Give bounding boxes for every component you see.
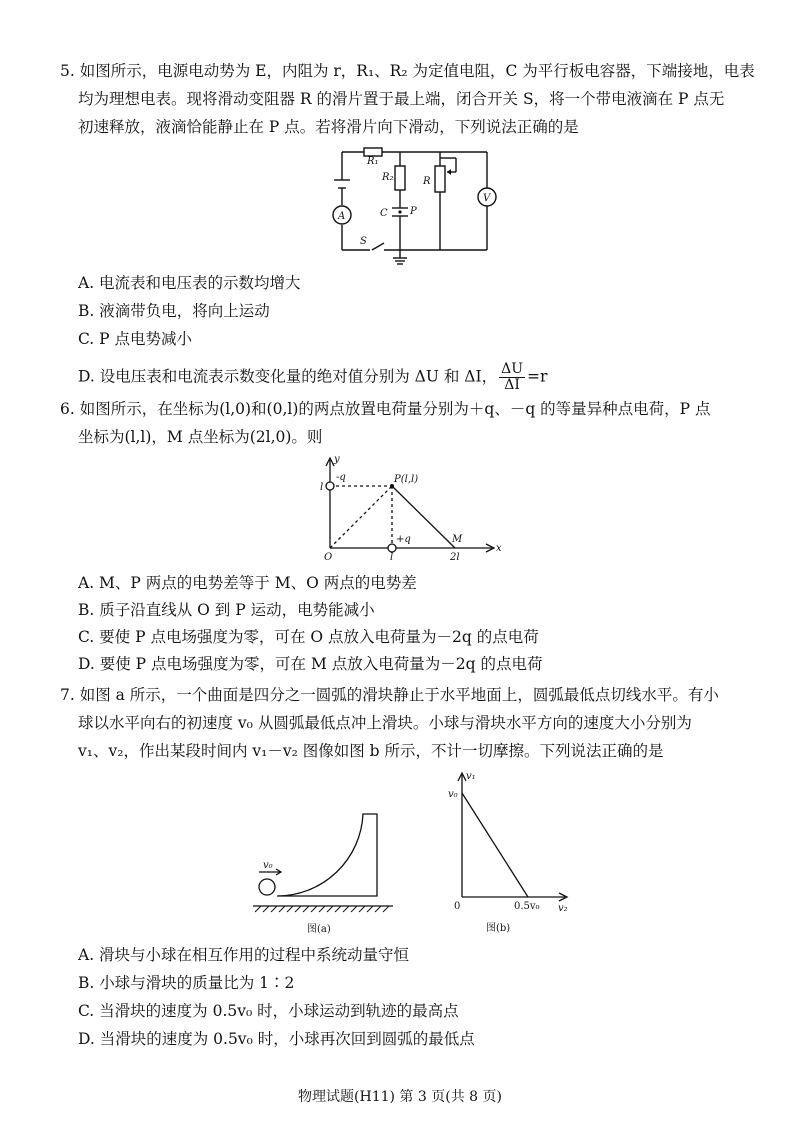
label-point-p: P(l,l) <box>394 474 419 485</box>
q5-option-d-fraction <box>499 362 525 393</box>
q6-coordinate-figure <box>300 450 510 569</box>
q7-option-c: C. 当滑块的速度为 0.5v₀ 时，小球运动到轨迹的最高点 <box>78 1002 459 1020</box>
q5-line-2: 均为理想电表。现将滑动变阻器 R 的滑片置于最上端，闭合开关 S，将一个带电液滴在 P 点无 <box>78 90 725 108</box>
q5-line-3: 初速释放，液滴恰能静止在 P 点。若将滑片向下滑动，下列说法正确的是 <box>78 118 579 136</box>
q5-option-a: A. 电流表和电压表的示数均增大 <box>78 274 301 292</box>
q5-circuit-figure <box>322 140 502 269</box>
q5-option-c: C. P 点电势减小 <box>78 330 193 348</box>
q7-option-a: A. 滑块与小球在相互作用的过程中系统动量守恒 <box>78 946 410 964</box>
q5-option-d <box>78 362 547 393</box>
axis-v2-label: v₂ <box>558 903 568 914</box>
origin-label: O <box>324 552 333 563</box>
coordinate-diagram <box>300 450 510 565</box>
intercept-half-v0-label: 0.5v₀ <box>514 901 540 912</box>
circuit-diagram <box>322 140 502 265</box>
q7-figure-b <box>440 765 580 944</box>
slider-diagram <box>245 790 395 940</box>
origin-zero-label: 0 <box>454 901 461 912</box>
q5-option-d-prefix: D. 设电压表和电流表示数变化量的绝对值分别为 ΔU 和 ΔI， <box>78 367 498 386</box>
label-r2: R₂ <box>382 172 394 183</box>
fraction-denominator: ΔI <box>504 377 520 393</box>
q7-figure-a <box>245 790 395 944</box>
q6-option-d: D. 要使 P 点电场强度为零，可在 M 点放入电荷量为－2q 的点电荷 <box>78 655 543 673</box>
label-c: C <box>380 208 388 219</box>
q7-option-d: D. 当滑块的速度为 0.5v₀ 时，小球再次回到圆弧的最低点 <box>78 1030 475 1048</box>
axis-v1-label: v₁ <box>466 771 476 782</box>
axis-y-label: y <box>334 454 340 465</box>
q6-option-b: B. 质子沿直线从 O 到 P 运动，电势能减小 <box>78 601 375 619</box>
label-v0: v₀ <box>263 860 273 871</box>
label-s: S <box>360 236 367 247</box>
q7-line-3: v₁、v₂，作出某段时间内 v₁－v₂ 图像如图 b 所示，不计一切摩擦。下列说法正确的是 <box>78 742 664 760</box>
q6-option-c: C. 要使 P 点电场强度为零，可在 O 点放入电荷量为－2q 的点电荷 <box>78 628 539 646</box>
label-plus-q: +q <box>396 534 411 545</box>
q5-option-d-suffix: =r <box>527 367 548 386</box>
fraction-numerator: ΔU <box>501 361 524 377</box>
intercept-v0-label: v₀ <box>448 789 458 800</box>
q7-line-1: 7. 如图 a 所示，一个曲面是四分之一圆弧的滑块静止于水平地面上，圆弧最低点切线水平。有小 <box>60 686 719 704</box>
q5-option-b: B. 液滴带负电，将向上运动 <box>78 302 270 320</box>
q6-line-2: 坐标为(l,l)，M 点坐标为(2l,0)。则 <box>78 428 323 446</box>
label-minus-q: -q <box>336 472 346 483</box>
q6-line-1: 6. 如图所示，在坐标为(l,0)和(0,l)的两点放置电荷量分别为＋q、－q 的等量异种点电荷，P 点 <box>60 400 711 418</box>
axis-x-label: x <box>496 543 502 554</box>
q5-line-1: 5. 如图所示，电源电动势为 E，内阻为 r，R₁、R₂ 为定值电阻，C 为平行板电容器，下端接地，电表 <box>60 62 755 80</box>
q7-line-2: 球以水平向右的初速度 v₀ 从圆弧最低点冲上滑块。小球与滑块水平方向的速度大小分别为 <box>78 714 692 732</box>
label-point-m: M <box>452 534 463 545</box>
label-r: R <box>423 176 431 187</box>
label-r1: R₁ <box>367 156 379 167</box>
x-tick-2l: 2l <box>450 552 460 563</box>
q6-option-a: A. M、P 两点的电势差等于 M、O 两点的电势差 <box>78 574 417 592</box>
q7-option-b: B. 小球与滑块的质量比为 1∶2 <box>78 974 295 992</box>
figure-b-caption: 图(b) <box>486 923 511 934</box>
label-p: P <box>410 206 417 217</box>
page-footer: 物理试题(H11) 第 3 页(共 8 页) <box>298 1089 502 1105</box>
label-a: A <box>338 211 346 222</box>
figure-a-caption: 图(a) <box>307 924 331 935</box>
v1-v2-graph <box>440 765 580 940</box>
label-v: V <box>483 193 491 204</box>
y-tick-l: l <box>320 482 324 493</box>
x-tick-l: l <box>390 552 394 563</box>
